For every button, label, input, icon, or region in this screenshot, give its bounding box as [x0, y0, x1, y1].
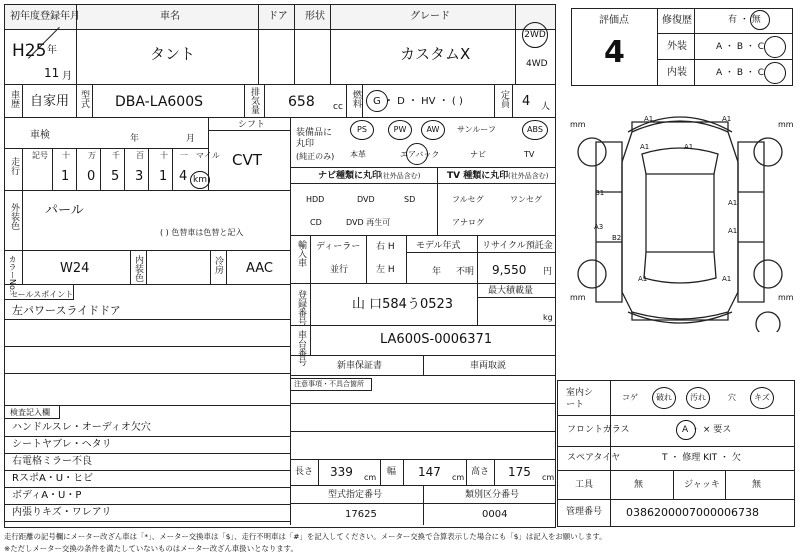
- mileage-unit-3: 百: [136, 151, 144, 160]
- inspector-line-2: 右電格ミラー不良: [12, 456, 92, 467]
- diagram-mark-5: A3: [594, 223, 604, 231]
- spare-tire-options[interactable]: T ・ 修理 KIT ・ 欠: [662, 453, 741, 463]
- registration-value: 山 口584う0523: [352, 297, 454, 312]
- chassis-label: 車台番号: [296, 330, 306, 366]
- inspector-line-1: シートヤブレ・ヘタリ: [12, 439, 112, 450]
- equipment-sub: (純正のみ): [296, 152, 335, 161]
- tv-note: (社外品含む): [508, 172, 549, 180]
- nav-item-0[interactable]: HDD: [306, 195, 325, 204]
- equipment-item-0[interactable]: PS: [350, 120, 374, 140]
- equipment-item2-0[interactable]: 本革: [350, 150, 366, 159]
- door-label: ドア: [268, 11, 288, 22]
- nav-item-2[interactable]: SD: [404, 195, 416, 204]
- recycle-label: リサイクル預託金: [482, 241, 553, 251]
- mileage-digit-5: 4: [179, 169, 188, 184]
- repair-selected-circle[interactable]: [750, 10, 770, 30]
- inspector-label: 検査記入欄: [10, 408, 50, 417]
- width-unit: cm: [452, 473, 465, 482]
- sales-point-label: セールスポイント: [10, 290, 74, 299]
- mileage-unit-0: 十: [62, 151, 70, 160]
- inspection-label: 車検: [30, 130, 50, 141]
- use-label: 車歴: [9, 90, 19, 108]
- windshield-label: フロントガラス: [567, 425, 630, 435]
- mileage-digit-1: 0: [87, 169, 96, 184]
- mileage-marker-label: 記号: [32, 151, 48, 160]
- mileage-unit-1: 万: [88, 151, 96, 160]
- shape-label: 形状: [305, 11, 325, 22]
- diagram-mm-br: mm: [778, 293, 794, 302]
- displacement-value: 658: [288, 94, 315, 110]
- shift-value: CVT: [232, 151, 262, 169]
- mileage-digit-4: 1: [159, 169, 168, 184]
- diagram-mark-6: B2: [612, 234, 622, 242]
- seat-option-2[interactable]: 汚れ: [686, 387, 710, 409]
- seat-option-0[interactable]: コゲ: [622, 393, 638, 402]
- diagram-mm-tl: mm: [570, 120, 586, 129]
- equipment-item-1[interactable]: PW: [388, 120, 412, 140]
- import-label: 輸入車: [296, 240, 306, 267]
- seat-option-3[interactable]: 穴: [728, 393, 736, 402]
- import-left[interactable]: 左 H: [376, 265, 395, 275]
- grade: カスタムX: [400, 45, 471, 63]
- equipment-item2-2[interactable]: ナビ: [470, 150, 486, 159]
- nav-note: (社外品含む): [380, 172, 421, 180]
- tv-item-1[interactable]: ワンセグ: [510, 195, 542, 204]
- capacity-unit: 人: [541, 102, 551, 112]
- repair-options[interactable]: 有 ・ 無: [728, 15, 761, 25]
- diagram-mark-7: A1: [728, 199, 738, 207]
- management-label: 管理番号: [566, 507, 603, 517]
- year-value: H25: [12, 41, 47, 61]
- tv-item-0[interactable]: フルセグ: [452, 195, 484, 204]
- equipment-item-3[interactable]: サンルーフ: [457, 125, 496, 134]
- class-label: 類別区分番号: [465, 490, 520, 500]
- car-name: タント: [150, 45, 196, 63]
- capacity-label: 定員: [499, 90, 509, 108]
- interior-abc[interactable]: A ・ B ・ C: [716, 68, 765, 78]
- mileage-label: 走行: [9, 157, 19, 175]
- footer-line1: 走行距離の記号欄にメーター改ざん車は「*」、メーター交換車は「$」、走行不明車は「#」を記入してください。メーター交換で合算表示した場合にも「$」は記入をお願いします。: [4, 532, 607, 541]
- tv-item-2[interactable]: アナログ: [452, 218, 484, 227]
- diagram-mark-9: A1: [638, 275, 648, 283]
- height-value: 175: [508, 465, 531, 479]
- mileage-digit-0: 1: [61, 169, 70, 184]
- inspection-month-unit: 月: [186, 134, 196, 144]
- model-year-unit: 年: [432, 267, 442, 277]
- mileage-digit-3: 3: [135, 169, 144, 184]
- registration-label: 登録番号: [296, 290, 306, 326]
- footer-line2: ※ただしメーター交換の条件を満たしていないものはメーター改ざん車扱いとなります。: [4, 544, 298, 553]
- inspector-line-3: RスポA・U・ヒビ: [12, 473, 94, 484]
- diagram-mm-bl: mm: [570, 293, 586, 302]
- color-value: パール: [45, 203, 84, 218]
- year-label: 初年度登録年月: [10, 11, 80, 22]
- exterior-abc[interactable]: A ・ B ・ C: [716, 42, 765, 52]
- diagram-mm-tr: mm: [778, 120, 794, 129]
- diagram-mark-10: A1: [722, 275, 732, 283]
- model-value: DBA-LA600S: [115, 94, 204, 110]
- import-right[interactable]: 右 H: [376, 242, 395, 252]
- jack-label: ジャッキ: [684, 480, 720, 490]
- equipment-item-2[interactable]: AW: [421, 120, 445, 140]
- color-note: ( ) 色替車は色替と記入: [160, 228, 244, 237]
- diagram-mark-8: A1: [728, 227, 738, 235]
- warranty-new-car: 新車保証書: [337, 361, 383, 371]
- score-label: 評価点: [599, 15, 629, 26]
- tools-value: 無: [634, 480, 644, 490]
- mileage-unit-4: 十: [160, 151, 168, 160]
- month-value: 11: [44, 66, 60, 80]
- interior-label: 内装: [667, 67, 687, 78]
- tv-label: TV 種類に丸印: [447, 171, 509, 181]
- jack-value: 無: [752, 480, 762, 490]
- recycle-value: 9,550: [492, 263, 527, 277]
- ac-label: 冷房: [213, 256, 223, 274]
- repair-label: 修復歴: [662, 15, 692, 26]
- capacity-value: 4: [522, 94, 531, 109]
- exterior-selected-circle[interactable]: [764, 36, 786, 58]
- displacement-label: 排気量: [249, 87, 259, 114]
- mileage-unit-2: 千: [112, 151, 120, 160]
- width-label: 幅: [387, 467, 397, 477]
- width-value: 147: [418, 465, 441, 479]
- ac-value: AAC: [246, 261, 273, 276]
- color-label: 外装色: [9, 203, 19, 230]
- chassis-value: LA600S-0006371: [380, 332, 493, 347]
- equipment-item-4[interactable]: ABS: [522, 120, 548, 140]
- mileage-digit-2: 5: [111, 169, 120, 184]
- drive-4wd[interactable]: 4WD: [526, 59, 548, 69]
- windshield-options[interactable]: A ・ × 要ス: [682, 425, 732, 435]
- use-value: 自家用: [30, 94, 70, 109]
- caution-label: 注意事項・不具合箇所: [294, 380, 364, 388]
- interior-seat-label: 室内シート: [566, 388, 594, 410]
- drive-2wd-circle[interactable]: 2WD: [522, 22, 548, 48]
- car-damage-diagram: [566, 102, 794, 332]
- tools-label: 工具: [575, 480, 594, 490]
- shift-label: シフト: [238, 120, 266, 130]
- sales-point-tab: [4, 284, 74, 300]
- management-value: 0386200007000006738: [626, 506, 759, 519]
- model-year-unknown[interactable]: 不明: [456, 267, 475, 277]
- spare-tire-label: スペアタイヤ: [567, 453, 621, 463]
- class-value: 0004: [482, 509, 508, 520]
- nav-item-1[interactable]: DVD: [357, 195, 375, 204]
- max-load-unit: kg: [543, 313, 553, 322]
- import-parallel[interactable]: 並行: [330, 265, 349, 275]
- equipment-item2-1[interactable]: エアバック: [400, 150, 440, 159]
- equipment-label: 装備品に丸印: [296, 128, 333, 149]
- diagram-mark-0: A1: [644, 115, 654, 123]
- mileage-unit-6: マイル: [196, 151, 220, 160]
- diagram-mark-4: B1: [595, 189, 605, 197]
- mileage-km-circle[interactable]: km: [190, 171, 210, 189]
- height-label: 高さ: [471, 467, 490, 477]
- height-unit: cm: [542, 473, 555, 482]
- diagram-mark-1: A1: [722, 115, 732, 123]
- nav-item-3[interactable]: CD: [310, 218, 322, 227]
- seat-option-1[interactable]: 破れ: [652, 387, 676, 409]
- year-unit: 年: [47, 45, 57, 56]
- model-label: 型式: [79, 90, 89, 108]
- airbag-circle[interactable]: [406, 143, 428, 165]
- model-year-label: モデル年式: [416, 241, 461, 251]
- inspector-line-0: ハンドルスレ・オーディオ欠穴: [12, 422, 151, 433]
- score-value: 4: [604, 35, 625, 70]
- diagram-mark-2: A1: [640, 143, 650, 151]
- exterior-label: 外装: [667, 41, 687, 52]
- diagram-mark-3: A1: [684, 143, 694, 151]
- interior-selected-circle[interactable]: [764, 62, 786, 84]
- mileage-unit-5: 一: [180, 151, 188, 160]
- color-no-label: カラーNo.: [8, 255, 17, 293]
- seat-option-4[interactable]: キズ: [750, 387, 774, 409]
- recycle-unit: 円: [543, 267, 553, 277]
- fuel-label: 燃料: [351, 90, 361, 108]
- sales-point-value: 左パワースライドドア: [12, 304, 121, 317]
- windshield-a-circle[interactable]: [676, 420, 696, 440]
- length-unit: cm: [364, 473, 377, 482]
- length-value: 339: [330, 465, 353, 479]
- warranty-manual: 車両取説: [470, 361, 507, 371]
- grade-label: グレード: [410, 11, 450, 22]
- type-designation-value: 17625: [345, 509, 377, 520]
- fuel-options[interactable]: G ・ D ・ HV ・ ( ): [373, 96, 463, 107]
- interior-color-label: 内装色: [133, 255, 143, 282]
- month-unit: 月: [62, 71, 72, 82]
- car-name-label: 車名: [160, 11, 180, 22]
- equipment-item2-3[interactable]: TV: [524, 150, 535, 159]
- inspector-line-4: ボディA・U・P: [12, 490, 82, 501]
- nav-label: ナビ種類に丸印: [318, 171, 382, 181]
- inspection-year-unit: 年: [130, 134, 140, 144]
- type-designation-label: 型式指定番号: [328, 490, 383, 500]
- max-load-label: 最大積載量: [488, 286, 534, 296]
- cc-unit: cc: [333, 102, 343, 112]
- length-label: 長さ: [295, 467, 314, 477]
- nav-item-4[interactable]: DVD 再生可: [346, 218, 391, 227]
- inspector-line-5: 内張りキズ・ワレアリ: [12, 507, 112, 518]
- import-dealer[interactable]: ディーラー: [316, 242, 361, 252]
- color-no-value: W24: [60, 261, 90, 276]
